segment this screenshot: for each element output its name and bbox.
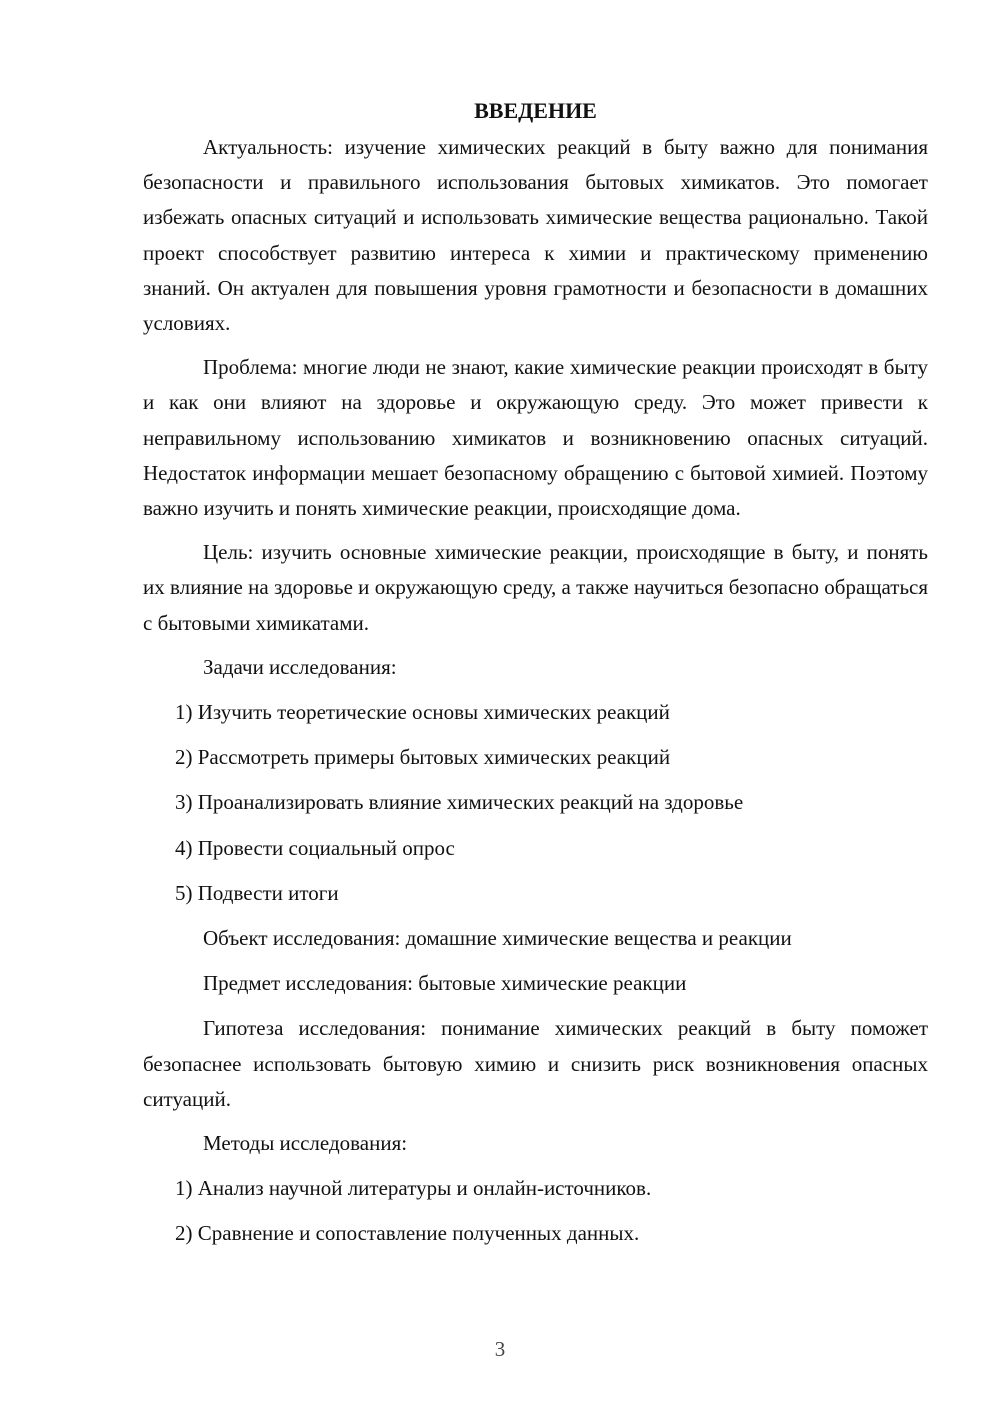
relevance-paragraph: Актуальность: изучение химических реакций в быту важно для понимания безопасности и правильного использования бытовых химикатов. Это помогает избежать опасных ситуаций и использовать химические вещества рационально. Такой проект способствует развитию интереса к химии и практическому применению знаний. Он актуален для повышения уровня грамотности и безопасности в домашних условиях. (143, 135, 928, 336)
research-subject: Предмет исследования: бытовые химические реакции (203, 971, 687, 996)
list-item: 2) Сравнение и сопоставление полученных данных. (175, 1221, 640, 1246)
methods-list (143, 1171, 928, 1251)
goal-paragraph: Цель: изучить основные химические реакции, происходящие в быту, и понять их влияние на здоровье и окружающую среду, а также научиться безопасно обращаться с бытовыми химикатами. (143, 540, 928, 635)
list-item: 3) Проанализировать влияние химических реакций на здоровье (175, 790, 744, 815)
page-number: 3 (494, 1337, 506, 1361)
document-page (143, 96, 928, 1262)
list-item: 2) Рассмотреть примеры бытовых химических реакций (175, 745, 671, 770)
problem-paragraph: Проблема: многие люди не знают, какие химические реакции происходят в быту и как они влияют на здоровье и окружающую среду. Это может привести к неправильному использованию химикатов и возникновению опасных ситуаций. Недостаток информации мешает безопасному обращению с бытовой химией. Поэтому важно изучить и понять химические реакции, происходящие дома. (143, 355, 928, 521)
list-item: 1) Изучить теоретические основы химических реакций (175, 700, 670, 725)
list-item: 1) Анализ научной литературы и онлайн-источников. (175, 1176, 652, 1201)
methods-heading: Методы исследования: (203, 1131, 408, 1156)
hypothesis-paragraph: Гипотеза исследования: понимание химических реакций в быту поможет безопаснее использовать бытовую химию и снизить риск возникновения опасных ситуаций. (143, 1016, 928, 1111)
tasks-heading: Задачи исследования: (203, 654, 397, 679)
list-item: 4) Провести социальный опрос (175, 835, 455, 860)
tasks-list (143, 695, 928, 911)
list-item: 5) Подвести итоги (175, 880, 339, 905)
research-object: Объект исследования: домашние химические вещества и реакции (203, 926, 792, 951)
section-title: ВВЕДЕНИЕ (474, 98, 597, 123)
